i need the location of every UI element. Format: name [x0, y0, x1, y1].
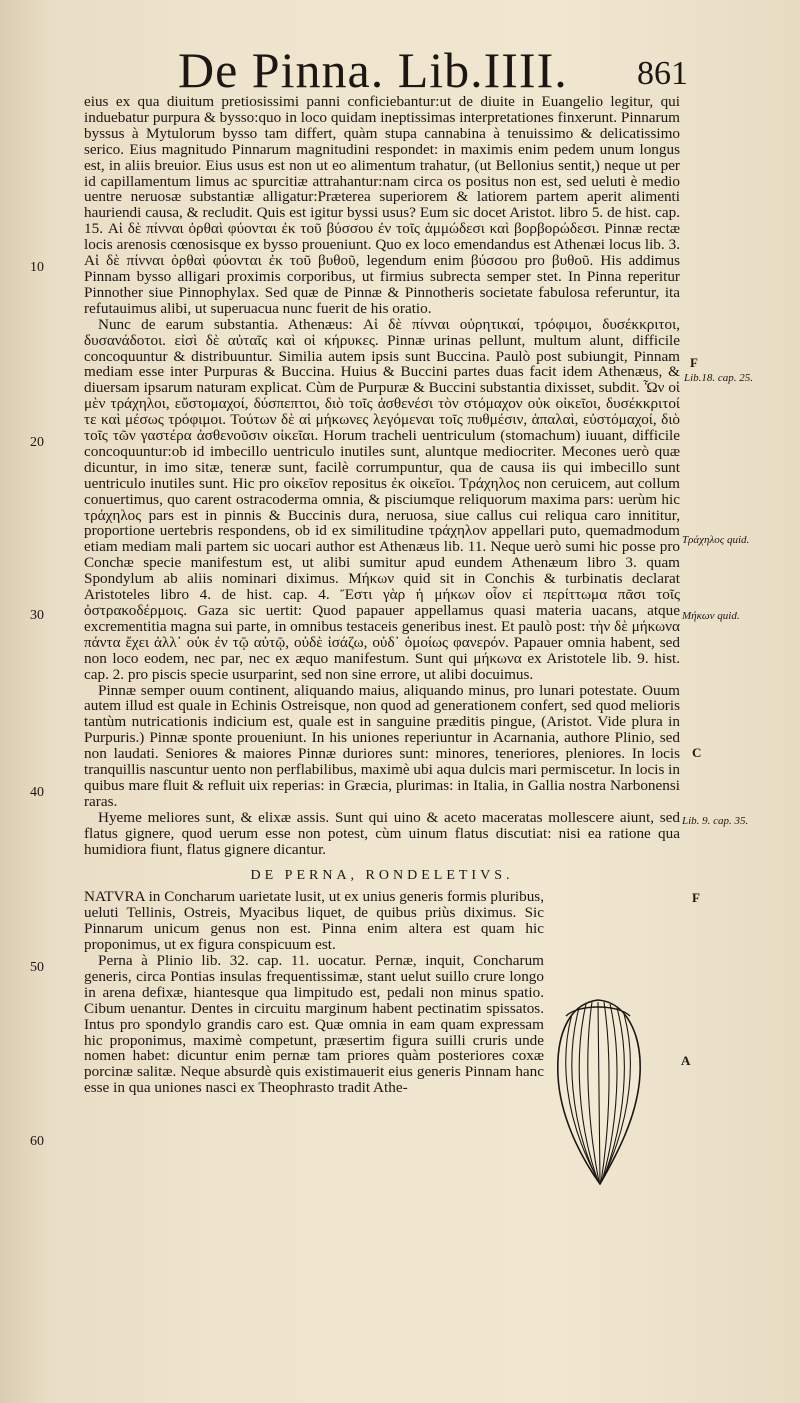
margin-note: Lib. 9. cap. 35. [682, 815, 749, 827]
line-number: 30 [30, 608, 44, 623]
paragraph: Perna à Plinio lib. 32. cap. 11. uocatur. Pernæ, inquit, Concharum generis, circa Pontias insulas frequentissimæ, stant uelut suillo crure longo in arena defixæ, hiantesque qua limpitudo est, pedali non minus spatio. Cibum uenantur. Dentes in circuitu marginum habent pectinatim spissatos. Intus pro spondylo grandis caro est. Quæ omnia in eam quam expressam hic proponimus, maximè competunt, præsertim figura suilli cruris unde nomen habet: dicuntur enim pernæ tam priores quàm posteriores coxæ porcinæ salitæ. Neque absurdè quis existimauerit eius generis Pinnam hanc esse in qua uniones nasci ex Theophrasto tradit Athe- [84, 952, 544, 1097]
margin-letter: F [692, 890, 700, 905]
margin-letter: C [692, 745, 702, 760]
line-number: 50 [30, 960, 44, 975]
line-number: 10 [30, 260, 44, 275]
paragraph: eius ex qua diuitum pretiosissimi panni conficiebantur:ut de diuite in Euangelio legitur, qui induebatur purpura & bysso:quo in loco quidam ineptissimas interpretationes finxerunt. Pinnarum byssus à Mytulorum bysso tam differt, quàm stupa cannabina à tenuissimo & delicatissimo serico. Eius magnitudo Pinnarum magnitudini respondet: in maximis enim pedem unum longus est, in aliis breuior. Eius usus est non ut eo alimentum trahatur, (ut Bellonius sentit,) neque ut per id capillamentum limus ac spurcitiæ attrahantur:nam circa os positus non est, sed ueluti è medio uentre neruosæ substantiæ alligatur:Præterea superiorem & latiorem partem aperit alimenti hauriendi causa, & recludit. Quis est igitur byssi usus? Eum sic docet Aristot. libro 5. de hist. cap. 15. Αἱ δὲ πίνναι ὀρθαὶ φύονται ἐκ τοῦ βύσσου ἐν τοῖς ἀμμώδεσι καὶ βορβορώδεσι. Pinnæ rectæ locis arenosis cœnosisque ex bysso proueniunt. Quo ex loco emendandus est Athenæi locus lib. 3. Αἱ δὲ πίνναι ὀρθαὶ φύονται ἐκ τοῦ βυθοῦ, legendum enim βύσσου pro βυθοῦ. His addimus Pinnam bysso alligari proximis corporibus, ut firmius subrecta semper stet. In Pinna reperitur Pinnother siue Pinnophylax. Sed quæ de Pinnæ & Pinnotheris societate fabulosa referuntur, ita refutauimus alibi, ut superuacua nunc fuerit de his oratio. [84, 93, 680, 317]
figure-label: A [681, 1053, 691, 1068]
line-number: 60 [30, 1134, 44, 1149]
paragraph: Hyeme meliores sunt, & elixæ assis. Sunt qui uino & aceto maceratas mollescere aiunt, sed flatus gignere, quod uerum esse non potest, cùm uinum flatus discutiat: nisi ea ratione qua humidiora fiunt, flatus gignere dicantur. [84, 808, 680, 858]
margin-note: Τράχηλος quid. [682, 534, 750, 546]
paragraph: NATVRA in Concharum uarietate lusit, ut ex unius generis formis pluribus, ueluti Tellinis, Ostreis, Myacibus liquet, de quibus priùs diximus. Sic Pinnarum unicum genus non est. Pinna enim altera est quam hic proponimus, ut ex figura conspicuum est. [84, 888, 544, 954]
margin-note: Μήκων quid. [682, 610, 740, 622]
line-number: 20 [30, 435, 44, 450]
margin-letter: F [690, 355, 698, 370]
paragraph: Nunc de earum substantia. Athenæus: Αἱ δὲ πίνναι οὐρητικαί, τρόφιμοι, δυσέκκριτοι, δυσανάδοτοι. εἰσὶ δὲ αὐταῖς καὶ οἱ κήρυκες. Pinnæ urinas pellunt, multum alunt, difficile concoquuntur & distribuuntur. Similia autem ipsis sunt Buccina. Paulò post subiungit, Pinnam mediam esse inter Purpuras & Buccina. Huius & Buccini partes duas facit idem Athenæus, & diuersam ipsarum naturam explicat. Cùm de Purpuræ & Buccini substantia dixisset, subdit. Ὧν οἱ μὲν τράχηλοι, εὔστομαχοί, δύσπεπτοι, διὸ τοῖς ἀσθενέσι τὸν στόμαχον οὐκ οἰκεῖοι, δυσέκκριτοί τε καὶ μέσως τρόφιμοι. Τούτων δὲ αἱ μήκωνες λεγόμεναι τοῖς πυθμέσιν, ἁπαλαὶ, εὐστόμαχοί, διὸ τοῖς τῶν γαστέρα ἀσθενοῦσιν οἰκεῖαι. Horum tracheli uentriculum (stomachum) iuuant, difficile concoquuntur:ob id imbecillo uentriculo inutiles sunt, aluntque mediocriter. Mecones uerò quæ dicuntur, in imo sitæ, teneræ sunt, facilè corrumpuntur, qua de causa iis qui imbecillo sunt uentriculo inutiles sunt. Hic pro οἰκεῖον repositus ἐκ οἰκεῖοι. Τράχηλος non ceruicem, aut collum conuertimus, quo carent ostracoderma omnia, & pisciumque reliquorum maxima pars: uerùm hic τράχηλος pars est in pinnis & Buccinis dura, neruosa, siue callus cui reliqua caro innititur, proportione uertebris respondens, ob id ex similitudine τράχηλον appellari puto, quemadmodum etiam mediam mali partem sic uocari author est Athenæus lib. 11. Neque uerò sumi hic posse pro Conchæ specie manifestum est, ut alibi sumitur apud eundem Athenæum libro 3. quam Spondylum ab aliis nominari diximus. Μήκων quid sit in Conchis & turbinatis declarat Aristoteles libro 4. de hist. cap. 4. Ἔστι γὰρ ἡ μήκων οἷον εἰ περίττωμα πᾶσι τοῖς ὀστρακοδέρμοις. Gaza sic uertit: Quod papauer appellamus quasi materia uacans, atque excrementitia magna sui parte, in omnibus testaceis generibus inest. Et paulò post: τὴν δὲ μήκωνα πάντα ἔχει ἀλλ᾽ οὐκ ἐν τῷ αὐτῷ, οὐδὲ ἰσάζω, οὐδ᾽ ὁμοίως φανερόν. Papauer omnia habent, sed non loco eodem, nec par, nec ex æquo manifestum. Sunt qui μήκωνα ex Aristotele lib. 9. hist. cap. 2. pro piscis specie usurparint, sed non sine errore, ut alibi docuimus. [84, 315, 680, 683]
section-heading: DE PERNA, RONDELETIVS. [250, 867, 514, 883]
paragraph: Pinnæ semper ouum continent, aliquando maius, aliquando minus, pro lunari potestate. Ouum autem illud est quale in Echinis Ostreisque, non quod ad generationem confert, sed quod melioris tantùm nutricationis indicium est, quale est in sanguine præditis pingue, (Aristot. Vide plura in Purpuris.) Pinnæ sponte proueniunt. In his uniones reperiuntur in Acarnania, authore Plinio, sed non laudati. Seniores & maiores Pinnæ duriores sunt: minores, teneriores, pleniores. In locis tranquillis nascuntur uento non perflabilibus, maximè ubi aqua dulcis mari permiscetur. In locis in quibus mare fluit & refluit uix reperias: in Græcia, plurimas: in Italia, in Gallia nostra Narbonensi raras. [84, 681, 680, 810]
margin-note: Lib.18. cap. 25. [684, 372, 754, 384]
page-number: 861 [637, 55, 688, 92]
main-text [84, 94, 680, 1096]
pinna-shell-illustration [548, 996, 648, 1188]
running-title: De Pinna. Lib.IIII. [178, 42, 568, 98]
line-number: 40 [30, 785, 44, 800]
